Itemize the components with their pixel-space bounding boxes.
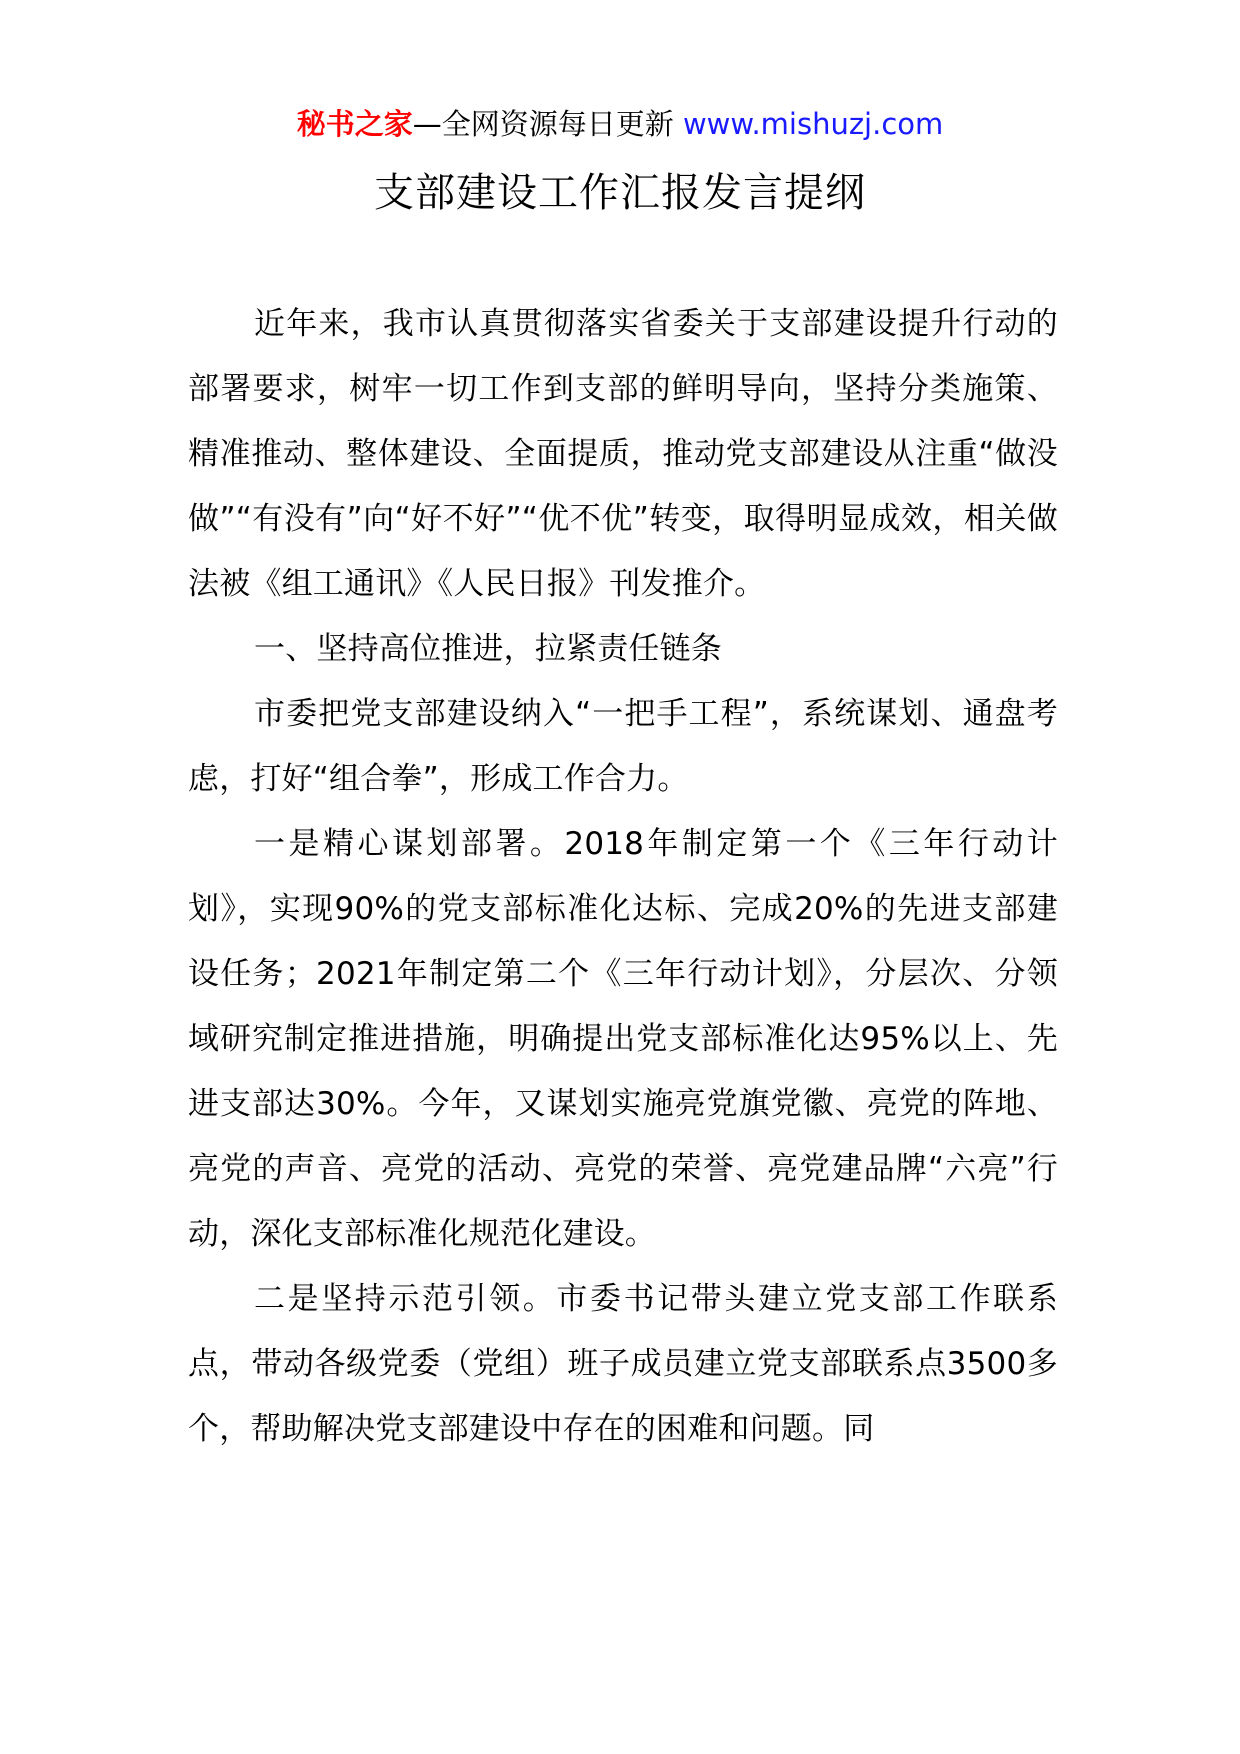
paragraph-point-two: 二是坚持示范引领。市委书记带头建立党支部工作联系点，带动各级党委（党组）班子成员建立党支部联系点3500多个，帮助解决党支部建设中存在的困难和问题。同 [188,1281,1058,1447]
site-url-link[interactable]: www.mishuzj.com [682,107,944,141]
tagline: —全网资源每日更新 [412,107,683,141]
document-body [188,292,1058,1462]
brand-name: 秘书之家 [296,107,413,141]
paragraph-intro: 近年来，我市认真贯彻落实省委关于支部建设提升行动的部署要求，树牢一切工作到支部的鲜明导向，坚持分类施策、精准推动、整体建设、全面提质，推动党支部建设从注重“做没做”“有没有”向“好不好”“优不优”转变，取得明显成效，相关做法被《组工通讯》《人民日报》刊发推介。 [188,306,1058,602]
section-heading: 一、坚持高位推进，拉紧责任链条 [254,631,722,667]
document-title: 支部建设工作汇报发言提纲 [374,170,866,216]
header-banner [0,102,1240,146]
paragraph-point-one: 一是精心谋划部署。2018年制定第一个《三年行动计划》，实现90%的党支部标准化达标、完成20%的先进支部建设任务；2021年制定第二个《三年行动计划》，分层次、分领域研究制定推进措施，明确提出党支部标准化达95%以上、先进支部达30%。今年，又谋划实施亮党旗党徽、亮党的阵地、亮党的声音、亮党的活动、亮党的荣誉、亮党建品牌“六亮”行动，深化支部标准化规范化建设。 [188,826,1058,1252]
paragraph-section-intro: 市委把党支部建设纳入“一把手工程”，系统谋划、通盘考虑，打好“组合拳”，形成工作合力。 [188,696,1058,797]
